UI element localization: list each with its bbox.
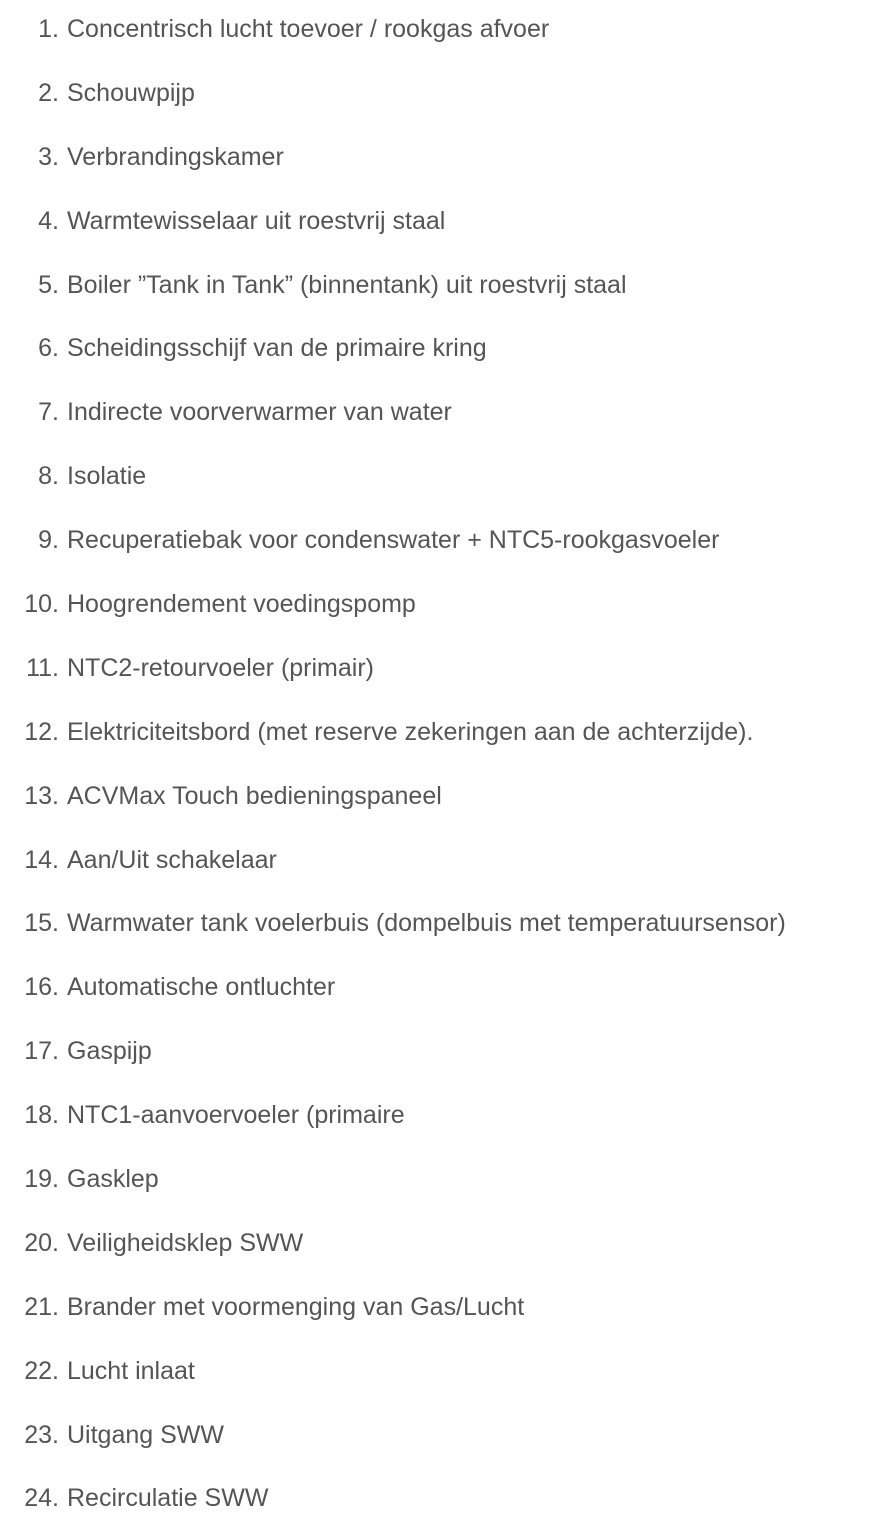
item-number: 15.	[24, 909, 59, 938]
list-item	[0, 390, 890, 454]
list-item	[0, 199, 890, 263]
item-number: 21.	[24, 1292, 59, 1321]
list-item	[0, 1285, 890, 1349]
item-label: Automatische ontluchter	[67, 973, 336, 1002]
item-label: Verbrandingskamer	[67, 142, 284, 171]
item-label: Gasklep	[67, 1165, 159, 1194]
item-label: ACVMax Touch bedieningspaneel	[67, 781, 442, 810]
item-label: Warmwater tank voelerbuis (dompelbuis met temperatuursensor)	[67, 909, 786, 938]
item-label: Schouwpijp	[67, 78, 195, 107]
item-number: 1.	[38, 15, 59, 43]
list-item	[0, 71, 890, 135]
list-item	[0, 838, 890, 902]
item-number: 4.	[38, 206, 59, 235]
item-label: Recuperatiebak voor condenswater + NTC5-rookgasvoeler	[67, 526, 720, 555]
item-number: 18.	[24, 1101, 59, 1130]
list-item	[0, 1029, 890, 1093]
list-item	[0, 582, 890, 646]
item-number: 22.	[24, 1356, 59, 1385]
item-number: 3.	[38, 142, 59, 171]
list-item	[0, 710, 890, 774]
list-item	[0, 1476, 890, 1540]
item-label: Uitgang SWW	[67, 1420, 224, 1449]
list-item	[0, 518, 890, 582]
item-number: 14.	[24, 845, 59, 874]
item-number: 2.	[38, 78, 59, 107]
list-item	[0, 454, 890, 518]
list-item	[0, 1093, 890, 1157]
list-item	[0, 965, 890, 1029]
list-item	[0, 646, 890, 710]
list-item	[0, 1413, 890, 1477]
item-number: 8.	[38, 462, 59, 491]
list-item	[0, 326, 890, 390]
item-label: Boiler ”Tank in Tank” (binnentank) uit roestvrij staal	[67, 270, 627, 299]
item-number: 13.	[24, 781, 59, 810]
list-item	[0, 1221, 890, 1285]
list-item	[0, 901, 890, 965]
item-number: 10.	[24, 590, 59, 619]
list-item	[0, 263, 890, 327]
item-number: 20.	[24, 1228, 59, 1257]
item-number: 24.	[24, 1484, 59, 1513]
item-label: Aan/Uit schakelaar	[67, 845, 277, 874]
list-item	[0, 7, 890, 71]
item-label: NTC1-aanvoervoeler (primaire	[67, 1101, 405, 1130]
item-number: 11.	[26, 653, 59, 682]
item-number: 16.	[24, 973, 59, 1002]
item-number: 12.	[24, 717, 59, 746]
item-label: Gaspijp	[67, 1037, 152, 1066]
item-label: Recirculatie SWW	[67, 1484, 269, 1513]
item-number: 5.	[38, 270, 59, 299]
item-label: NTC2-retourvoeler (primair)	[67, 653, 374, 682]
parts-list	[0, 7, 890, 1540]
item-label: Lucht inlaat	[67, 1356, 195, 1385]
list-item	[0, 1157, 890, 1221]
list-item	[0, 774, 890, 838]
list-item	[0, 135, 890, 199]
item-label: Hoogrendement voedingspomp	[67, 590, 416, 619]
list-item	[0, 1349, 890, 1413]
item-label: Elektriciteitsbord (met reserve zekeringen aan de achterzijde).	[67, 717, 754, 746]
item-label: Scheidingsschijf van de primaire kring	[67, 334, 487, 363]
item-label: Warmtewisselaar uit roestvrij staal	[67, 206, 446, 235]
item-number: 19.	[24, 1165, 59, 1194]
item-number: 9.	[38, 526, 59, 555]
item-label: Indirecte voorverwarmer van water	[67, 398, 452, 427]
item-label: Isolatie	[67, 462, 147, 491]
item-number: 23.	[24, 1420, 59, 1449]
item-number: 7.	[38, 398, 59, 427]
item-label: Brander met voormenging van Gas/Lucht	[67, 1292, 525, 1321]
item-number: 6.	[38, 334, 59, 363]
item-label: Concentrisch lucht toevoer / rookgas afvoer	[67, 15, 550, 43]
item-number: 17.	[24, 1037, 59, 1066]
item-label: Veiligheidsklep SWW	[67, 1228, 304, 1257]
